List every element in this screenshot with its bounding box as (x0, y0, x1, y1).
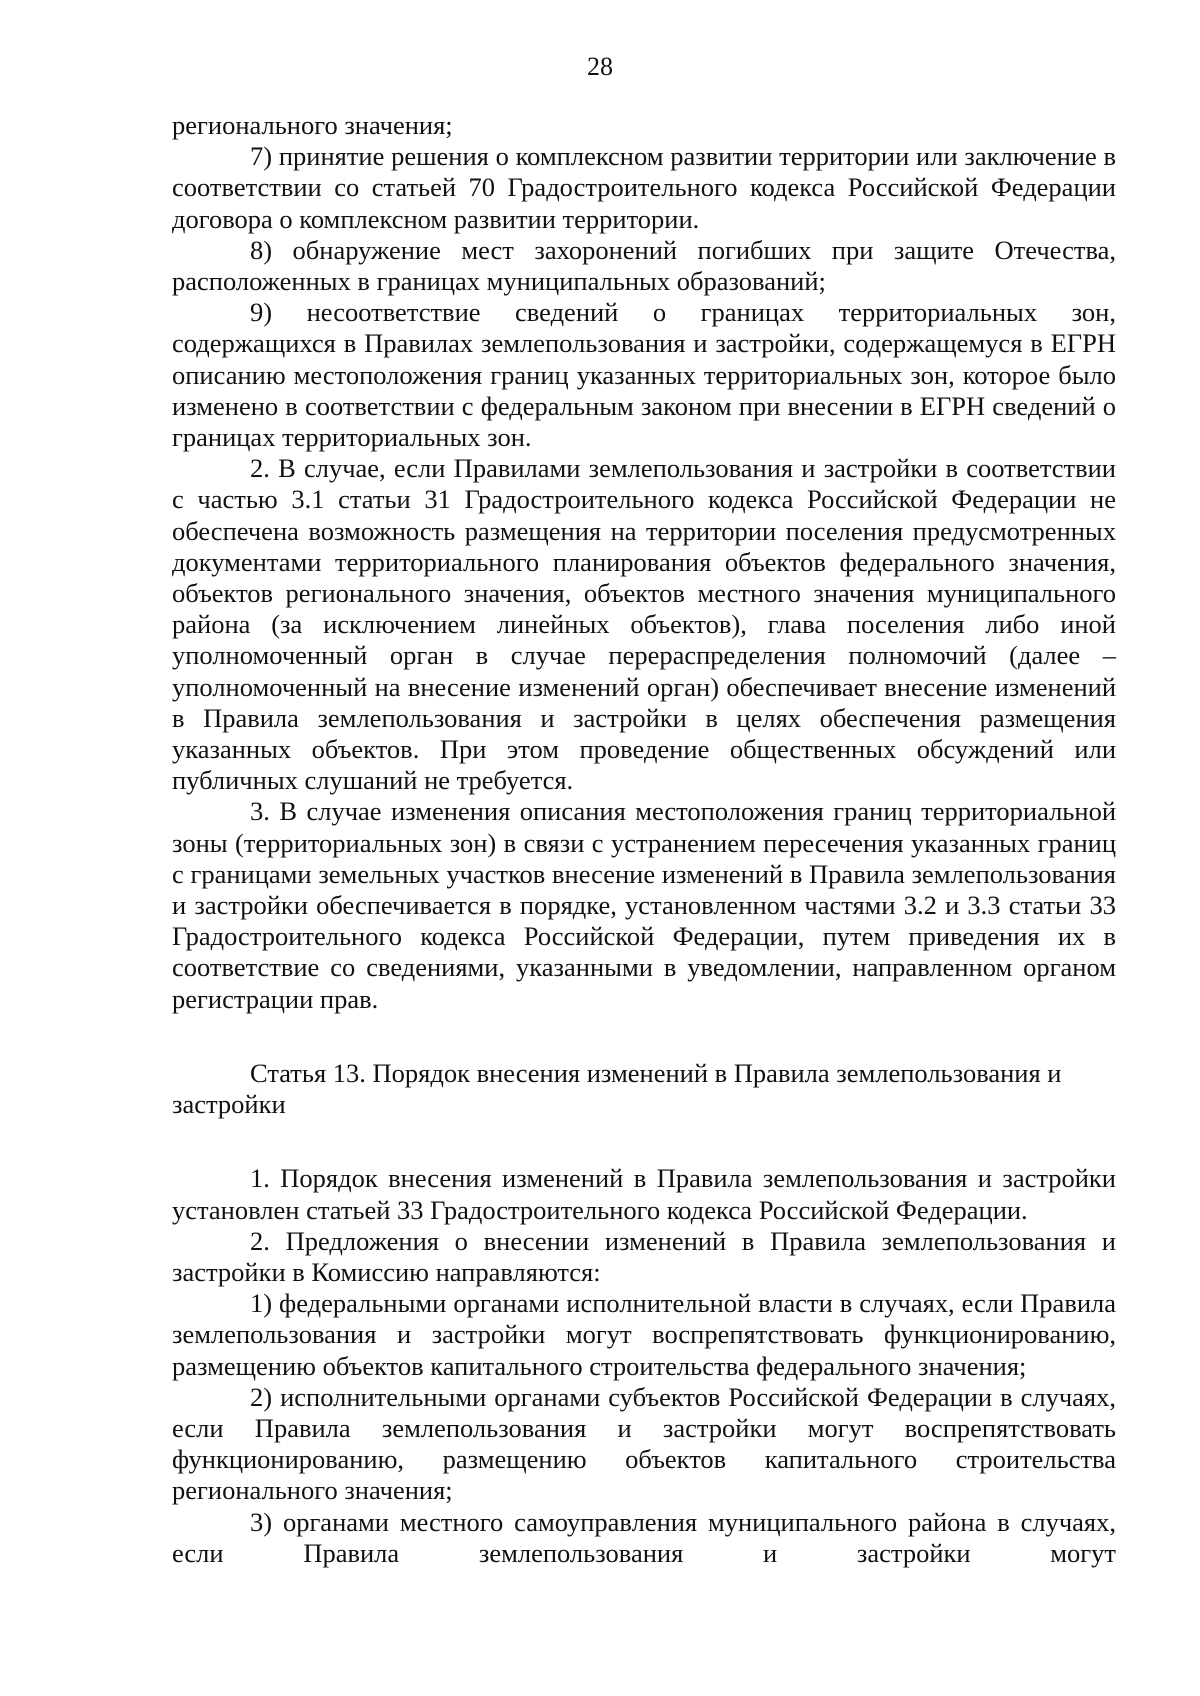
paragraph-item-7: 7) принятие решения о комплексном развитии территории или заключение в соответствии со статьей 70 Градостроительного кодекса Российской Федерации договора о комплексном развитии территории. (172, 141, 1116, 234)
paragraph-item-8: 8) обнаружение мест захоронений погибших при защите Отечества, расположенных в границах муниципальных образований; (172, 234, 1116, 297)
paragraph-art13-item-1: 1) федеральными органами исполнительной власти в случаях, если Правила землепользования и застройки могут воспрепятствовать функционированию, размещению объектов капитального строительства федерального значения; (172, 1288, 1116, 1381)
document-body (172, 110, 1116, 1569)
page-number: 28 (587, 52, 613, 81)
paragraph-clause-2: 2. В случае, если Правилами землепользования и застройки в соответствии с частью 3.1 статьи 31 Градостроительного кодекса Российской Федерации не обеспечена возможность размещения на территории поселения предусмотренных документами территориального планирования объектов федерального значения, объектов регионального значения, объектов местного значения муниципального района (за исключением линейных объектов), глава поселения либо иной уполномоченный орган в случае перераспределения полномочий (далее – уполномоченный на внесение изменений орган) обеспечивает внесение изменений в Правила землепользования и застройки в целях обеспечения размещения указанных объектов. При этом проведение общественных обсуждений или публичных слушаний не требуется. (172, 453, 1116, 796)
paragraph-clause-3: 3. В случае изменения описания местоположения границ территориальной зоны (территориальных зон) в связи с устранением пересечения указанных границ с границами земельных участков внесение изменений в Правила землепользования и застройки обеспечивается в порядке, установленном частями 3.2 и 3.3 статьи 33 Градостроительного кодекса Российской Федерации, путем приведения их в соответствие со сведениями, указанными в уведомлении, направленном органом регистрации прав. (172, 796, 1116, 1014)
paragraph-art13-item-3: 3) органами местного самоуправления муниципального района в случаях, если Правила землепользования и застройки могут (172, 1506, 1116, 1568)
paragraph-art13-clause-2: 2. Предложения о внесении изменений в Правила землепользования и застройки в Комиссию направляются: (172, 1225, 1116, 1287)
paragraph-regional-continuation: регионального значения; (172, 110, 453, 140)
article-13-heading: Статья 13. Порядок внесения изменений в Правила землепользования и застройки (172, 1057, 1062, 1120)
paragraph-item-9: 9) несоответствие сведений о границах территориальных зон, содержащихся в Правилах землепользования и застройки, содержащемуся в ЕГРН описанию местоположения границ указанных территориальных зон, которое было изменено в соответствии с федеральным законом при внесении в ЕГРН сведений о границах территориальных зон. (172, 297, 1116, 453)
paragraph-art13-item-2: 2) исполнительными органами субъектов Российской Федерации в случаях, если Правила землепользования и застройки могут воспрепятствовать функционированию, размещению объектов капитального строительства регионального значения; (172, 1381, 1116, 1506)
paragraph-art13-clause-1: 1. Порядок внесения изменений в Правила землепользования и застройки установлен статьей 33 Градостроительного кодекса Российской Федерации. (172, 1163, 1116, 1225)
